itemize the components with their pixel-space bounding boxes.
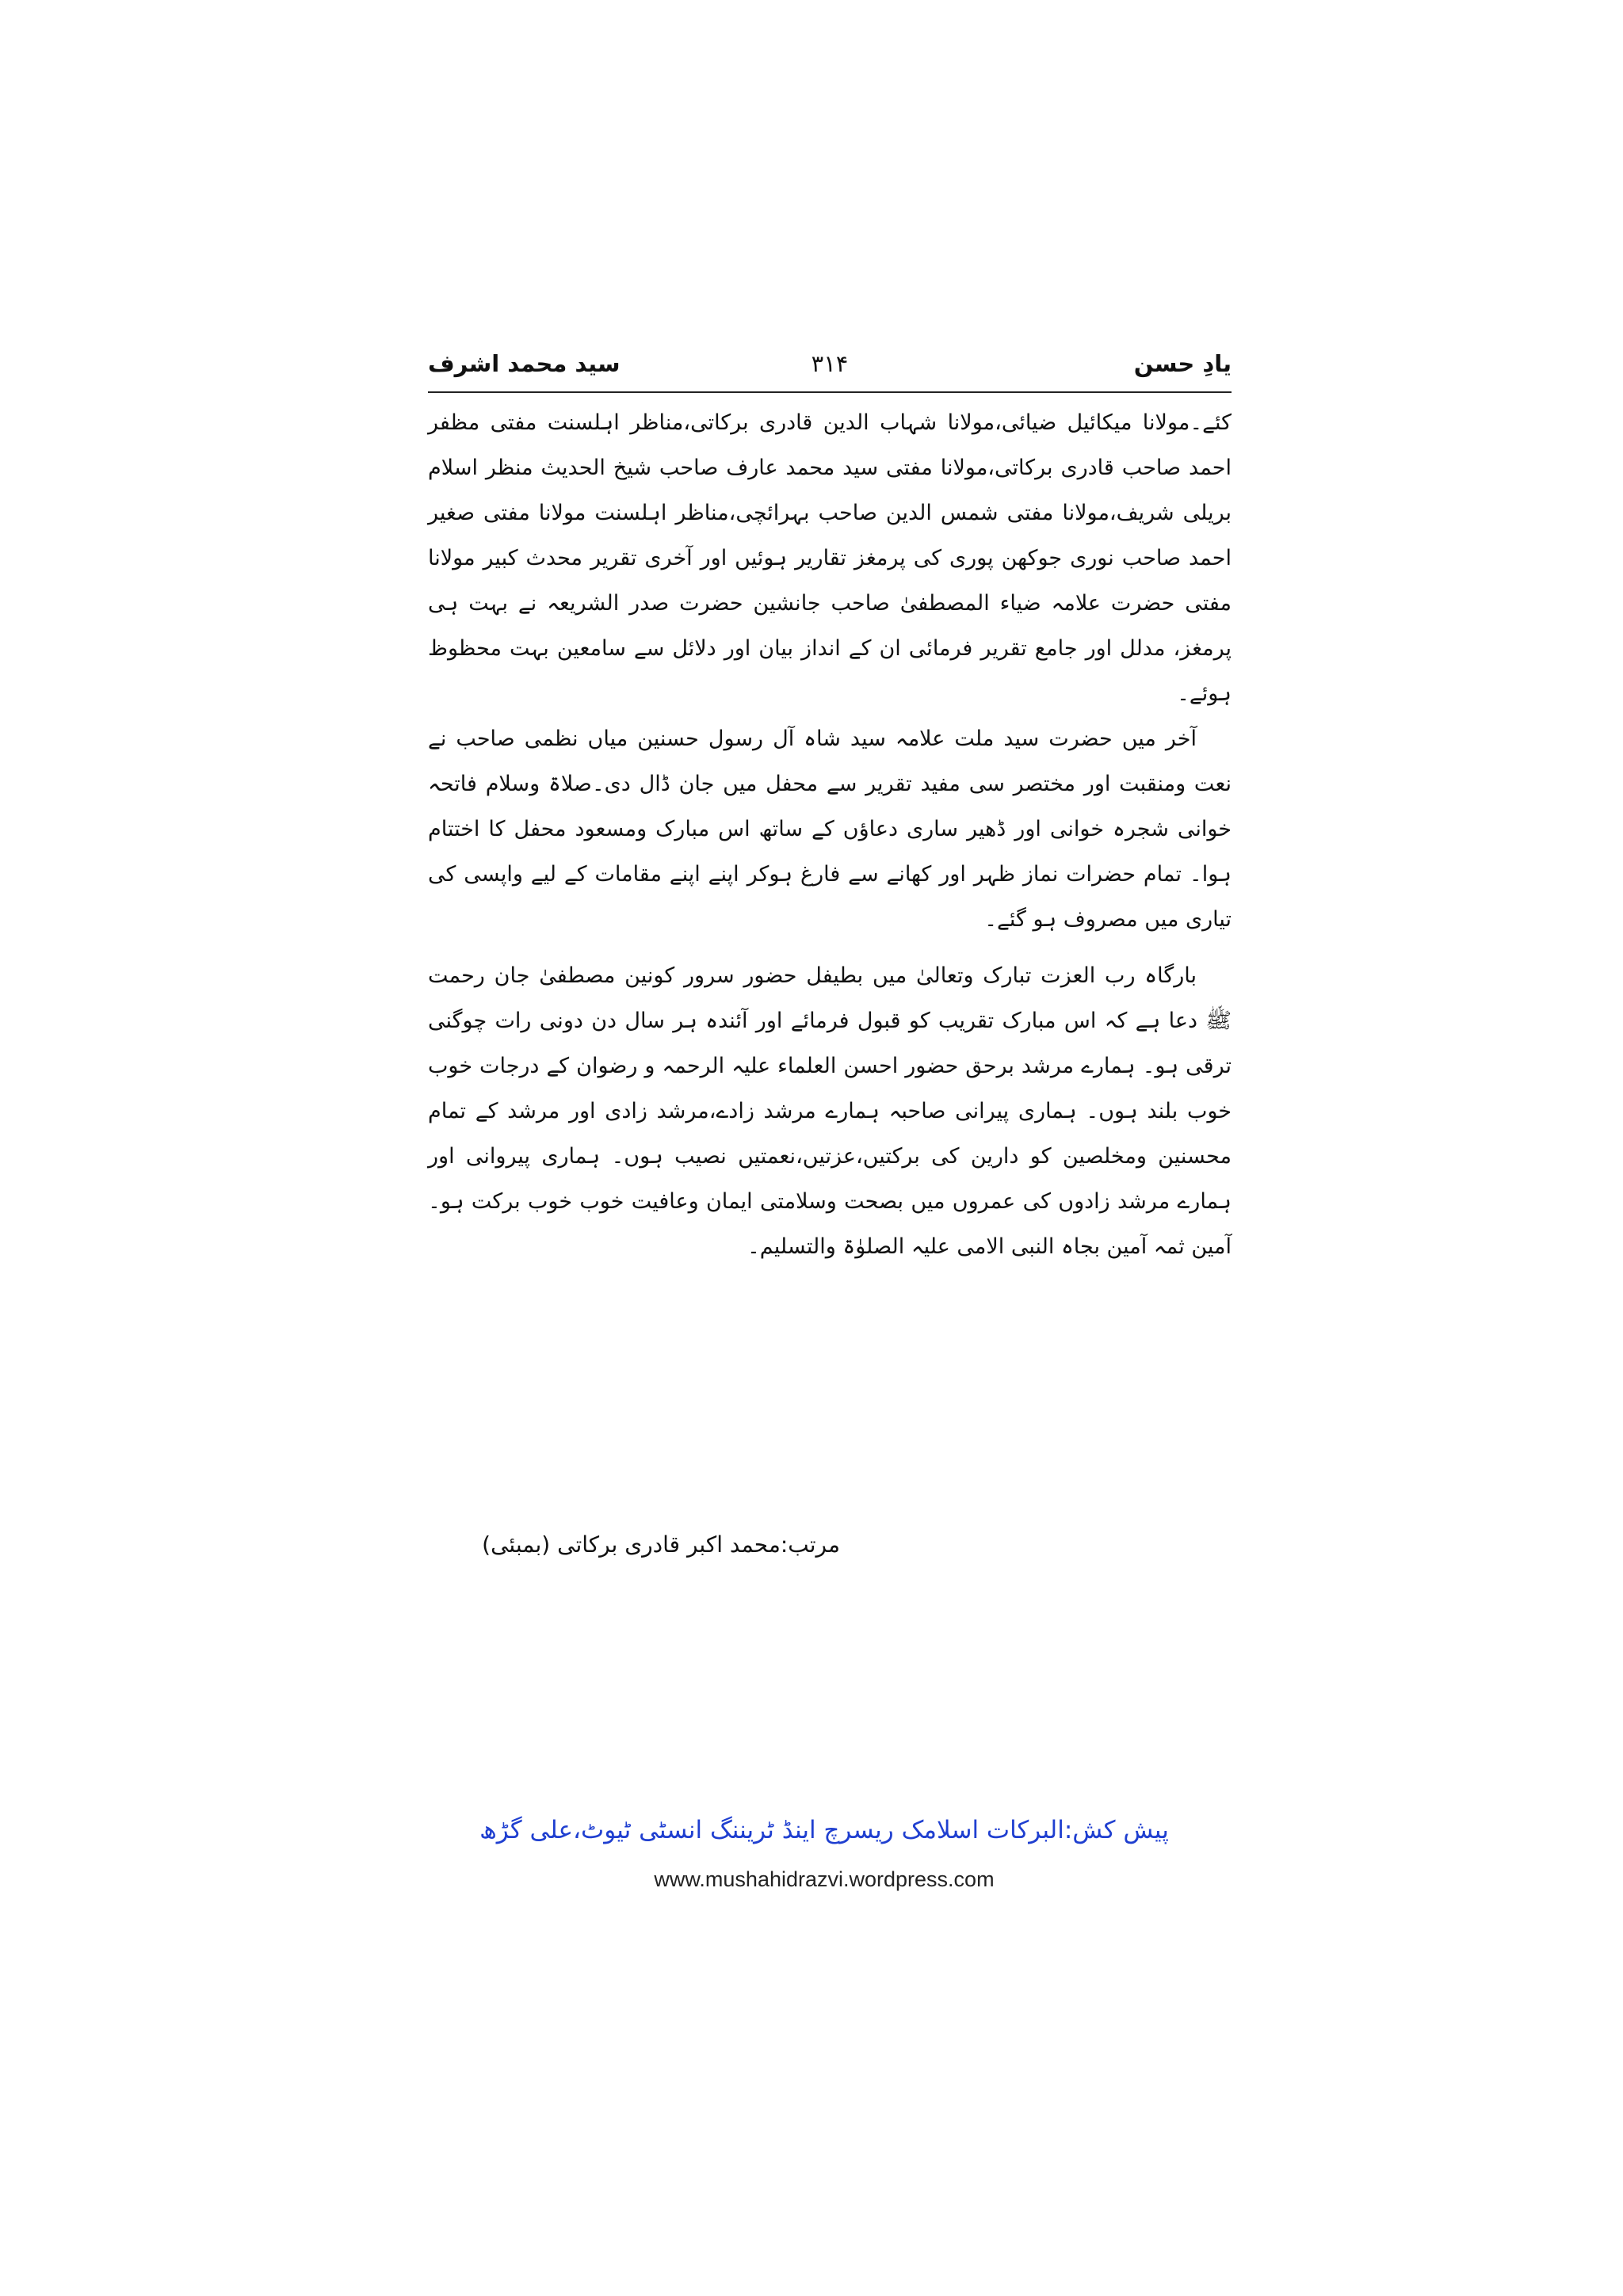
page-number: ۳۱۴ — [811, 350, 849, 377]
author-name: سید محمد اشرف — [428, 350, 621, 377]
paragraph-2: آخر میں حضرت سید ملت علامہ سید شاہ آل رسول حسنین میاں نظمی صاحب نے نعت ومنقبت اور مختصر سی مفید تقریر سے محفل میں جان ڈال دی۔صلاۃ وسلام فاتحہ خوانی شجرہ خوانی اور ڈھیر ساری دعاؤں کے ساتھ اس مبارک ومسعود محفل کا اختتام ہوا۔ تمام حضرات نماز ظہر اور کھانے سے فارغ ہوکر اپنے اپنے مقامات کے لیے واپسی کی تیاری میں مصروف ہو گئے۔ — [428, 727, 1232, 932]
presenter-credit: پیش کش:البرکات اسلامک ریسرچ اینڈ ٹریننگ انسٹی ٹیوٹ،علی گڑھ — [479, 1816, 1169, 1844]
website-link[interactable]: www.mushahidrazvi.wordpress.com — [654, 1867, 995, 1891]
compiler-credit: مرتب:محمد اکبر قادری برکاتی (بمبئی) — [482, 1531, 840, 1558]
running-header — [428, 339, 1232, 388]
main-text — [428, 400, 1232, 1269]
book-title: یادِ حسن — [1133, 350, 1232, 377]
header-divider — [428, 391, 1232, 393]
paragraph-1: کئے۔مولانا میکائیل ضیائی،مولانا شہاب الدین قادری برکاتی،مناظر اہلسنت مفتی مظفر احمد صاحب قادری برکاتی،مولانا مفتی سید محمد عارف صاحب شیخ الحدیث منظر اسلام بریلی شریف،مولانا مفتی شمس الدین صاحب بہرائچی،مناظر اہلسنت مولانا مفتی صغیر احمد صاحب نوری جوکھن پوری کی پرمغز تقاریر ہوئیں اور آخری تقریر محدث کبیر مولانا مفتی حضرت علامہ ضیاء المصطفیٰ صاحب جانشین حضرت صدر الشریعہ نے بہت ہی پرمغز، مدلل اور جامع تقریر فرمائی ان کے انداز بیان اور دلائل سے سامعین بہت محظوظ ہوئے۔ — [428, 410, 1232, 706]
paragraph-3: بارگاہ رب العزت تبارک وتعالیٰ میں بطیفل حضور سرور کونین مصطفیٰ جان رحمت ﷺ دعا ہے کہ اس مبارک تقریب کو قبول فرمائے اور آئندہ ہر سال دن دونی رات چوگنی ترقی ہو۔ ہمارے مرشد برحق حضور احسن العلماء علیہ الرحمہ و رضوان کے درجات خوب خوب بلند ہوں۔ ہماری پیرانی صاحبہ ہمارے مرشد زادے،مرشد زادی اور مرشد کے تمام محسنین ومخلصین کو دارین کی برکتیں،عزتیں،نعمتیں نصیب ہوں۔ ہماری پیروانی اور ہمارے مرشد زادوں کی عمروں میں بصحت وسلامتی ایمان وعافیت خوب خوب برکت ہو۔آمین ثمہ آمین بجاہ النبی الامی علیہ الصلوٰۃ والتسلیم۔ — [428, 963, 1232, 1259]
